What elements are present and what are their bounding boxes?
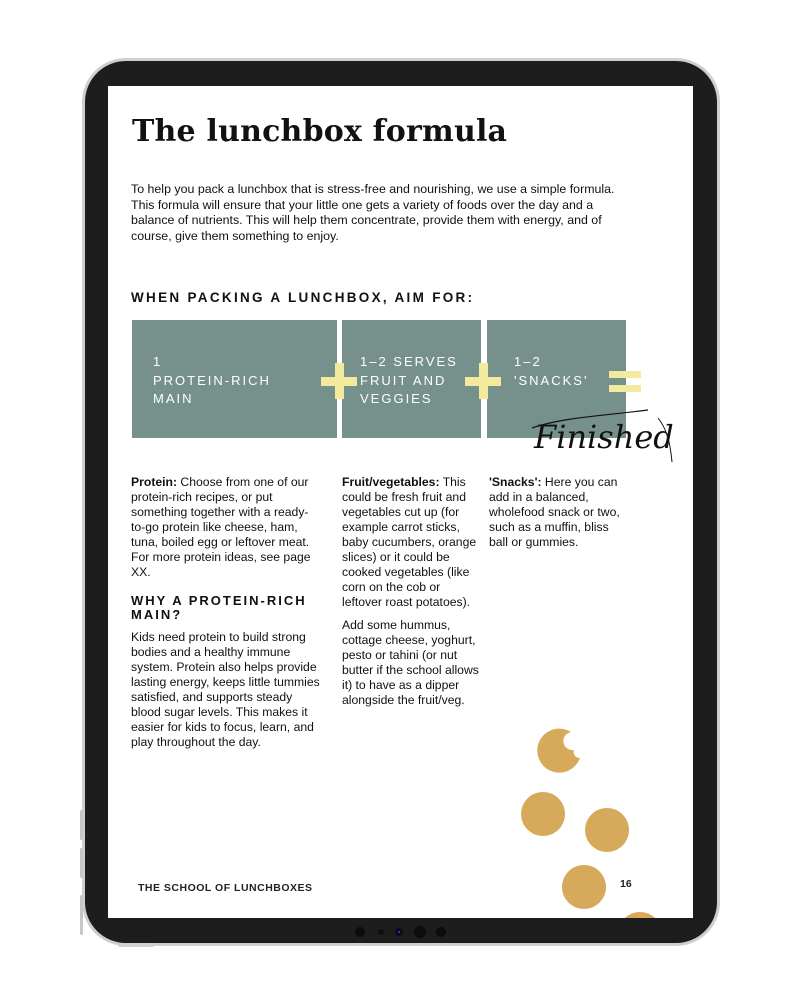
tablet-screen: [108, 86, 693, 918]
formula-box-line: 'SNACKS': [514, 372, 589, 388]
snacks-column: [489, 475, 621, 558]
formula-box-line: FRUIT AND: [360, 372, 447, 388]
fruit-text: This could be fresh fruit and vegetables cut up (for example carrot sticks, baby cucumbers, orange slices) or it could be cooked vegetables (like corn on the cob or leftover roast potatoes).: [342, 475, 477, 609]
protein-column: [131, 475, 321, 758]
side-button: [80, 848, 83, 878]
dot-icon: [585, 808, 629, 852]
camera-sensor: [355, 927, 365, 937]
formula-heading: WHEN PACKING A LUNCHBOX, AIM FOR:: [131, 290, 475, 305]
side-button: [80, 895, 83, 935]
page-title: The lunchbox formula: [132, 114, 508, 149]
formula-box-line: VEGGIES: [360, 391, 433, 406]
side-button: [118, 943, 154, 947]
snacks-paragraph: [489, 475, 621, 550]
equals-icon: [609, 371, 641, 393]
protein-text: Choose from one of our protein-rich recipes, or put something together with a ready-to-go protein like cheese, ham, tuna, boiled egg or leftover meat. For more protein ideas, see page XX.: [131, 475, 311, 579]
fruit-label: Fruit/vegetables:: [342, 475, 440, 489]
formula-box-fruit-veggies: [342, 320, 481, 438]
bitten-cookie-icon: [537, 729, 580, 773]
plus-icon: [465, 363, 501, 399]
formula-box-line: 1: [153, 354, 163, 369]
dot-icon: [562, 865, 606, 909]
finished-script: [530, 404, 680, 468]
finished-text: Finished: [534, 418, 674, 456]
protein-label: Protein:: [131, 475, 178, 489]
side-button: [80, 810, 83, 840]
dot-icon: [521, 792, 565, 836]
formula-box-line: MAIN: [153, 391, 194, 406]
protein-paragraph: [131, 475, 321, 580]
formula-box-protein: [132, 320, 337, 438]
page-number: 16: [620, 878, 632, 890]
camera-lens: [414, 926, 426, 938]
why-heading: WHY A PROTEIN-RICH MAIN?: [131, 593, 307, 622]
formula-box-line: 1–2 SERVES: [360, 354, 458, 369]
snacks-text: Here you can add in a balanced, wholefood snack or two, such as a muffin, bliss ball or gummies.: [489, 475, 620, 549]
dot-icon: [618, 912, 662, 918]
camera-lens: [395, 928, 403, 936]
camera-sensor: [436, 927, 446, 937]
formula-box-line: 1–2: [514, 354, 542, 369]
footer-brand: THE SCHOOL OF LUNCHBOXES: [138, 882, 313, 894]
intro-paragraph: To help you pack a lunchbox that is stress-free and nourishing, we use a simple formula. This formula will ensure that your little one gets a variety of foods over the day and a balance of nutrients. This will help them concentrate, provide them with energy, and of course, give them something to enjoy.: [131, 182, 615, 243]
plus-icon: [321, 363, 357, 399]
fruit-paragraph: [342, 475, 482, 610]
fruit-column: [342, 475, 482, 716]
formula-box-line: PROTEIN-RICH: [153, 372, 271, 388]
why-paragraph: Kids need protein to build strong bodies and a healthy immune system. Protein also helps provide lasting energy, keeps little tummies satisfied, and supports steady blood sugar levels. This makes it easier for kids to focus, learn, and play throughout the day.: [131, 630, 320, 749]
dipper-paragraph: Add some hummus, cottage cheese, yoghurt, pesto or tahini (or nut butter if the school allows it) to have as a dipper alongside the fruit/veg.: [342, 618, 479, 707]
snacks-label: 'Snacks':: [489, 475, 542, 489]
camera-sensor: [378, 929, 384, 935]
